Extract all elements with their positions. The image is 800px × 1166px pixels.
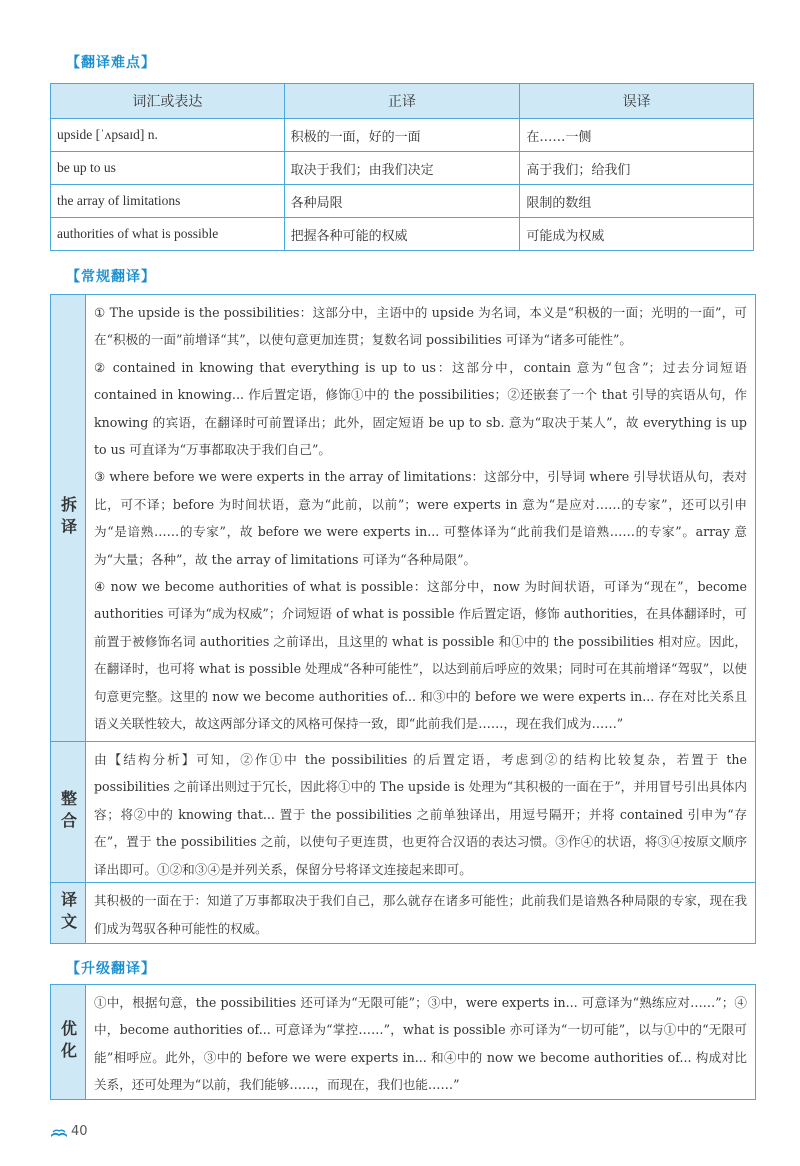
vocab-table <box>50 83 754 251</box>
expression-cell: be up to us <box>51 152 285 185</box>
analysis-paragraph: ① The upside is the possibilities：这部分中，主语中的 upside 为名词，本义是“积极的一面；光明的一面”，可在“积极的一面”前增译“其”，以使句意更加连贯；复数名词 possibilities 可译为“诸多可能性”。 <box>94 305 747 348</box>
correct-translation-cell: 积极的一面，好的一面 <box>284 119 520 152</box>
book-icon <box>50 1126 68 1138</box>
wrong-translation-cell: 高于我们；给我们 <box>520 152 754 185</box>
table-row <box>51 185 754 218</box>
page-number <box>50 1124 88 1139</box>
integrate-label: 整合 <box>51 742 86 882</box>
regular-translation-box <box>50 294 756 944</box>
correct-translation-cell: 各种局限 <box>284 185 520 218</box>
column-header: 正译 <box>284 84 520 119</box>
optimize-content <box>86 985 755 1099</box>
table-row <box>51 152 754 185</box>
expression-cell: authorities of what is possible <box>51 218 285 251</box>
analysis-paragraph: ③ where before we were experts in the array of limitations：这部分中，引导词 where 引导状语从句，表对比，可不译；before 为时间状语，意为“此前，以前”；were experts in 意为“是应对……的专家”，还可以引申为“是谙熟……的专家”，故 before we were experts in... 可整体译为“此前我们是谙熟……的专家”。array 意为“大量；各种”，故 the array of limitations 可译为“各种局限”。 <box>94 469 747 567</box>
page-number-text: 40 <box>71 1124 88 1139</box>
expression-cell: the array of limitations <box>51 185 285 218</box>
column-header: 词汇或表达 <box>51 84 285 119</box>
translation-content <box>86 883 755 943</box>
wrong-translation-cell: 可能成为权威 <box>520 218 754 251</box>
optimize-text: ①中，根据句意，the possibilities 还可译为“无限可能”；③中，were experts in... 可意译为“熟练应对……”；④中，become authorities of... 可意译为“掌控……”，what is possible 亦可译为“一切可能”，以与①中的“无限可能”相呼应。此外，③中的 before we were experts in... 和④中的 now we become authorities of... 构成对比关系，还可处理为“以前，我们能够……，而现在，我们也能……” <box>94 995 747 1093</box>
correct-translation-cell: 取决于我们；由我们决定 <box>284 152 520 185</box>
final-translation-text: 其积极的一面在于：知道了万事都取决于我们自己，那么就存在诸多可能性；此前我们是谙熟各种局限的专家，现在我们成为驾驭各种可能性的权威。 <box>94 893 747 936</box>
difficulty-heading: 【翻译难点】 <box>66 55 156 71</box>
integrate-text: 由【结构分析】可知，②作①中 the possibilities 的后置定语，考虑到②的结构比较复杂，若置于 the possibilities 之前译出则过于冗长，因此将①中的 The upside is 处理为“其积极的一面在于”，并用冒号引出具体内容；将②中的 knowing that... 置于 the possibilities 之前单独译出，用逗号隔开；并将 contained 引申为“存在”，置于 the possibilities 之前，以使句子更连贯，也更符合汉语的表达习惯。③作④的状语，将③④按原文顺序译出即可。①②和③④是并列关系，保留分号将译文连接起来即可。 <box>94 752 747 877</box>
regular-translation-heading: 【常规翻译】 <box>66 269 156 285</box>
optimize-row <box>51 985 755 1099</box>
translation-label: 译文 <box>51 883 86 943</box>
split-translation-row <box>51 295 755 742</box>
table-row <box>51 119 754 152</box>
wrong-translation-cell: 在……一侧 <box>520 119 754 152</box>
advanced-translation-heading: 【升级翻译】 <box>66 961 156 977</box>
analysis-paragraph: ② contained in knowing that everything is up to us：这部分中，contain 意为“包含”；过去分词短语 contained in knowing... 作后置定语，修饰①中的 the possibilities；②还嵌套了一个 that 引导的宾语从句，作 knowing 的宾语，在翻译时可前置译出；此外，固定短语 be up to sb. 意为“取决于某人”，故 everything is up to us 可直译为“万事都取决于我们自己”。 <box>94 359 747 458</box>
correct-translation-cell: 把握各种可能的权威 <box>284 218 520 251</box>
advanced-translation-box <box>50 984 756 1100</box>
split-label: 拆译 <box>51 295 86 741</box>
table-header-row <box>51 84 754 119</box>
expression-cell: upside [ˈʌpsaɪd] n. <box>51 119 285 152</box>
wrong-translation-cell: 限制的数组 <box>520 185 754 218</box>
table-row <box>51 218 754 251</box>
optimize-label: 优化 <box>51 985 86 1099</box>
integrate-content <box>86 742 755 882</box>
split-content <box>86 295 755 741</box>
analysis-paragraph: ④ now we become authorities of what is possible：这部分中，now 为时间状语，可译为“现在”，become authorities 可译为“成为权威”；介词短语 of what is possible 作后置定语，修饰 authorities，在具体翻译时，可前置于被修饰名词 authorities 之前译出，且这里的 what is possible 和①中的 the possibilities 相对应。因此，在翻译时，也可将 what is possible 处理成“各种可能性”，以达到前后呼应的效果；同时可在其前增译“驾驭”，以使句意更完整。这里的 now we become authorities of... 和③中的 before we were experts in... 存在对比关系且语义关联性较大，故这两部分译文的风格可保持一致，即“此前我们是……，现在我们成为……” <box>94 579 747 732</box>
column-header: 误译 <box>520 84 754 119</box>
translation-row <box>51 883 755 943</box>
integrate-row <box>51 742 755 883</box>
